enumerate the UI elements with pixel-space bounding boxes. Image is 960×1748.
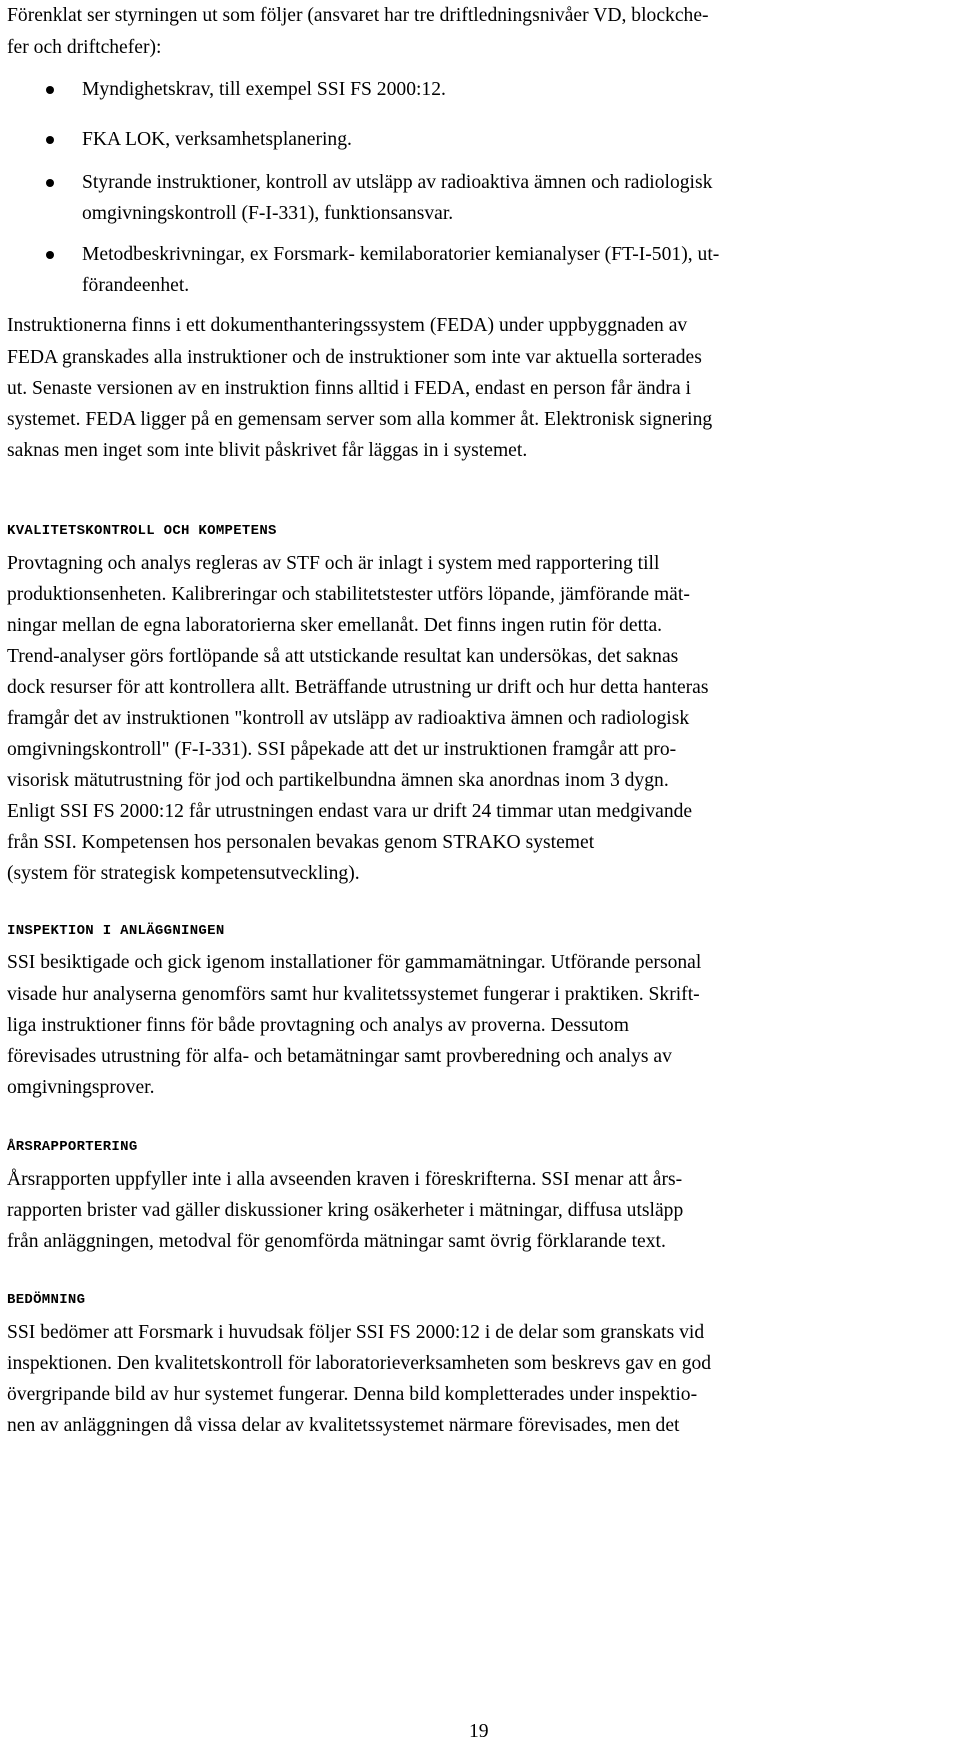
paragraph-line: Instruktionerna finns i ett dokumenthanteringssystem (FEDA) under uppbyggnaden av	[7, 315, 688, 336]
intro-line: Förenklat ser styrningen ut som följer (ansvaret har tre driftledningsnivåer VD, blockche-	[7, 5, 709, 26]
paragraph-line: från SSI. Kompetensen hos personalen bevakas genom STRAKO systemet	[7, 832, 595, 853]
paragraph-line: visade hur analyserna genomförs samt hur kvalitetssystemet fungerar i praktiken. Skrift-	[7, 984, 700, 1005]
paragraph-line: omgivningskontroll" (F-I-331). SSI påpekade att det ur instruktionen framgår att pro-	[7, 739, 677, 760]
paragraph-line: liga instruktioner finns för både provtagning och analys av proverna. Dessutom	[7, 1015, 629, 1036]
paragraph-line: framgår det av instruktionen "kontroll av utsläpp av radioaktiva ämnen och radiologisk	[7, 708, 690, 729]
intro-line: fer och driftchefer):	[7, 37, 162, 58]
page-number: 19	[469, 1721, 489, 1742]
section-heading: INSPEKTION I ANLÄGGNINGEN	[7, 923, 225, 939]
paragraph-line: rapporten brister vad gäller diskussioner kring osäkerheter i mätningar, diffusa utsläpp	[7, 1200, 684, 1221]
paragraph-line: visorisk mätutrustning för jod och partikelbundna ämnen ska anordnas inom 3 dygn.	[7, 770, 669, 791]
list-item: FKA LOK, verksamhetsplanering.	[82, 129, 352, 150]
paragraph-line: SSI besiktigade och gick igenom installationer för gammamätningar. Utförande personal	[7, 952, 702, 973]
section-heading: KVALITETSKONTROLL OCH KOMPETENS	[7, 523, 277, 539]
paragraph-line: Enligt SSI FS 2000:12 får utrustningen endast vara ur drift 24 timmar utan medgivande	[7, 801, 693, 822]
bullet-icon	[46, 86, 54, 94]
paragraph-line: Trend-analyser görs fortlöpande så att utstickande resultat kan undersökas, det saknas	[7, 646, 679, 667]
paragraph-line: SSI bedömer att Forsmark i huvudsak följer SSI FS 2000:12 i de delar som granskats vid	[7, 1322, 705, 1343]
paragraph-line: Provtagning och analys regleras av STF och är inlagt i system med rapportering till	[7, 553, 660, 574]
list-item: omgivningskontroll (F-I-331), funktionsansvar.	[82, 203, 454, 224]
paragraph-line: övergripande bild av hur systemet fungerar. Denna bild kompletterades under inspektio-	[7, 1384, 698, 1405]
list-item: förandeenhet.	[82, 275, 190, 296]
paragraph-line: ningar mellan de egna laboratorierna sker emellanåt. Det finns ingen rutin för detta.	[7, 615, 663, 636]
paragraph-line: systemet. FEDA ligger på en gemensam server som alla kommer åt. Elektronisk signering	[7, 409, 713, 430]
paragraph-line: Årsrapporten uppfyller inte i alla avseenden kraven i föreskrifterna. SSI menar att års-	[7, 1169, 683, 1190]
paragraph-line: dock resurser för att kontrollera allt. Beträffande utrustning ur drift och hur detta hanteras	[7, 677, 709, 698]
paragraph-line: inspektionen. Den kvalitetskontroll för laboratorieverksamheten som beskrevs gav en god	[7, 1353, 712, 1374]
list-item: Myndighetskrav, till exempel SSI FS 2000:12.	[82, 79, 446, 100]
paragraph-line: nen av anläggningen då vissa delar av kvalitetssystemet närmare förevisades, men det	[7, 1415, 680, 1436]
list-item: Metodbeskrivningar, ex Forsmark- kemilaboratorier kemianalyser (FT-I-501), ut-	[82, 244, 720, 265]
paragraph-line: (system för strategisk kompetensutveckling).	[7, 863, 360, 884]
paragraph-line: förevisades utrustning för alfa- och betamätningar samt provberedning och analys av	[7, 1046, 672, 1067]
paragraph-line: FEDA granskades alla instruktioner och de instruktioner som inte var aktuella sorterades	[7, 347, 702, 368]
paragraph-line: ut. Senaste versionen av en instruktion finns alltid i FEDA, endast en person får ändra i	[7, 378, 691, 399]
bullet-icon	[46, 136, 54, 144]
bullet-icon	[46, 179, 54, 187]
paragraph-line: omgivningsprover.	[7, 1077, 155, 1098]
paragraph-line: saknas men inget som inte blivit påskrivet får läggas in i systemet.	[7, 440, 528, 461]
paragraph-line: produktionsenheten. Kalibreringar och stabilitetstester utförs löpande, jämförande mät-	[7, 584, 690, 605]
paragraph-line: från anläggningen, metodval för genomförda mätningar samt övrig förklarande text.	[7, 1231, 666, 1252]
section-heading: BEDÖMNING	[7, 1292, 86, 1308]
section-heading: ÅRSRAPPORTERING	[7, 1139, 138, 1155]
list-item: Styrande instruktioner, kontroll av utsläpp av radioaktiva ämnen och radiologisk	[82, 172, 713, 193]
bullet-icon	[46, 251, 54, 259]
